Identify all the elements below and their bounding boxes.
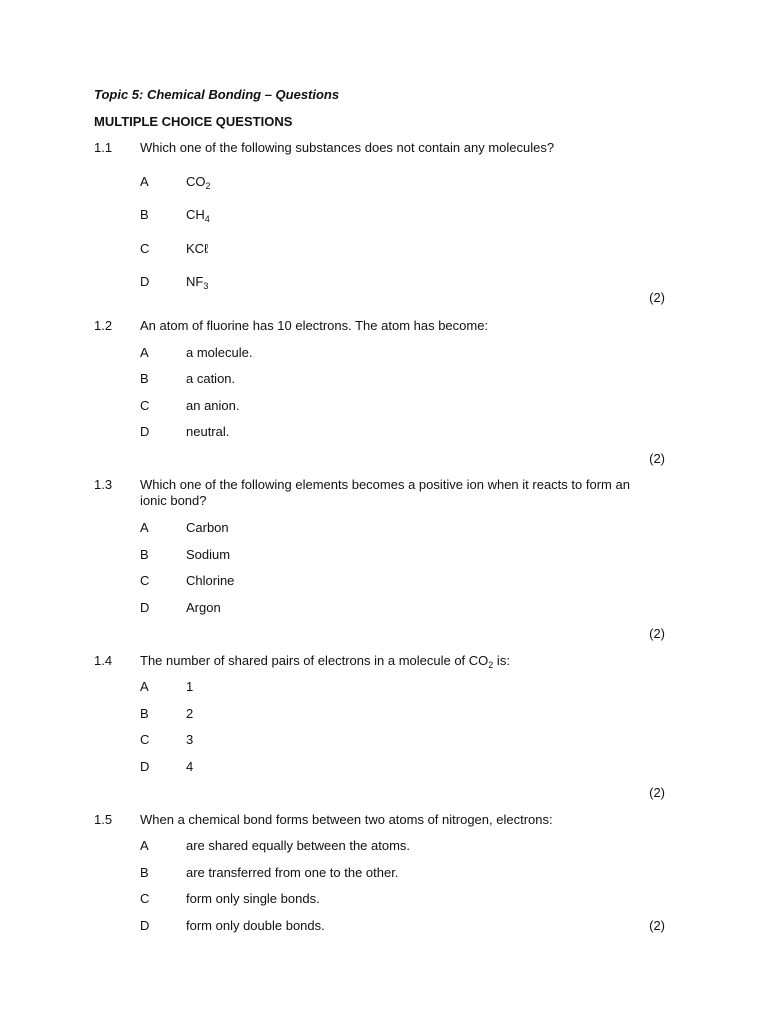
option-letter: A	[140, 345, 149, 360]
option-letter: D	[140, 600, 150, 615]
option-letter: B	[140, 371, 149, 386]
marks-label: (2)	[649, 785, 665, 800]
option-text: are transferred from one to the other.	[186, 865, 399, 880]
option-text: an anion.	[186, 398, 240, 413]
option-text: a cation.	[186, 371, 236, 386]
option-formula: $CH_4$	[186, 207, 210, 224]
question-text: An atom of fluorine has 10 electrons. The atom has become:	[140, 318, 489, 333]
option-letter: A	[140, 679, 149, 694]
option-letter: D	[140, 918, 150, 933]
option-text: Sodium	[186, 547, 231, 562]
question-number: 1.2	[94, 318, 113, 333]
question-number: 1.5	[94, 812, 113, 827]
question-text: Which one of the following elements becomes a positive ion when it reacts to form an	[140, 477, 630, 492]
question-text: Which one of the following substances does not contain any molecules?	[140, 140, 555, 155]
option-letter: B	[140, 706, 149, 721]
option-text: Carbon	[186, 520, 229, 535]
option-text: form only double bonds.	[186, 918, 325, 933]
option-formula: $NF_3$	[186, 274, 209, 291]
option-text: neutral.	[186, 424, 230, 439]
marks-label: (2)	[649, 451, 665, 466]
option-letter: B	[140, 207, 149, 222]
question-text: The number of shared pairs of electrons in a molecule of $CO_2$ is:	[140, 653, 510, 670]
option-text: 4	[186, 759, 194, 774]
question-number: 1.3	[94, 477, 113, 492]
option-text: 1	[186, 679, 194, 694]
option-letter: C	[140, 398, 150, 413]
option-letter: C	[140, 573, 150, 588]
option-letter: D	[140, 424, 150, 439]
question-number: 1.4	[94, 653, 113, 668]
option-text: a molecule.	[186, 345, 253, 360]
page-title: Topic 5: Chemical Bonding – Questions	[94, 87, 340, 102]
section-heading: MULTIPLE CHOICE QUESTIONS	[94, 114, 293, 129]
option-text: Chlorine	[186, 573, 235, 588]
option-text: 2	[186, 706, 194, 721]
option-letter: A	[140, 174, 149, 189]
marks-label: (2)	[649, 290, 665, 305]
option-letter: C	[140, 732, 150, 747]
option-letter: D	[140, 274, 150, 289]
option-letter: B	[140, 547, 149, 562]
option-text: are shared equally between the atoms.	[186, 838, 411, 853]
option-text: 3	[186, 732, 194, 747]
option-formula: KCℓ	[186, 241, 209, 256]
option-letter: A	[140, 838, 149, 853]
option-letter: C	[140, 241, 150, 256]
option-text: Argon	[186, 600, 221, 615]
question-text: When a chemical bond forms between two atoms of nitrogen, electrons:	[140, 812, 553, 827]
question-text-continued: ionic bond?	[140, 493, 207, 508]
option-letter: B	[140, 865, 149, 880]
option-letter: A	[140, 520, 149, 535]
option-letter: D	[140, 759, 150, 774]
option-letter: C	[140, 891, 150, 906]
marks-label: (2)	[649, 918, 665, 933]
option-formula: $CO_2$	[186, 174, 211, 191]
question-number: 1.1	[94, 140, 113, 155]
option-text: form only single bonds.	[186, 891, 320, 906]
marks-label: (2)	[649, 626, 665, 641]
